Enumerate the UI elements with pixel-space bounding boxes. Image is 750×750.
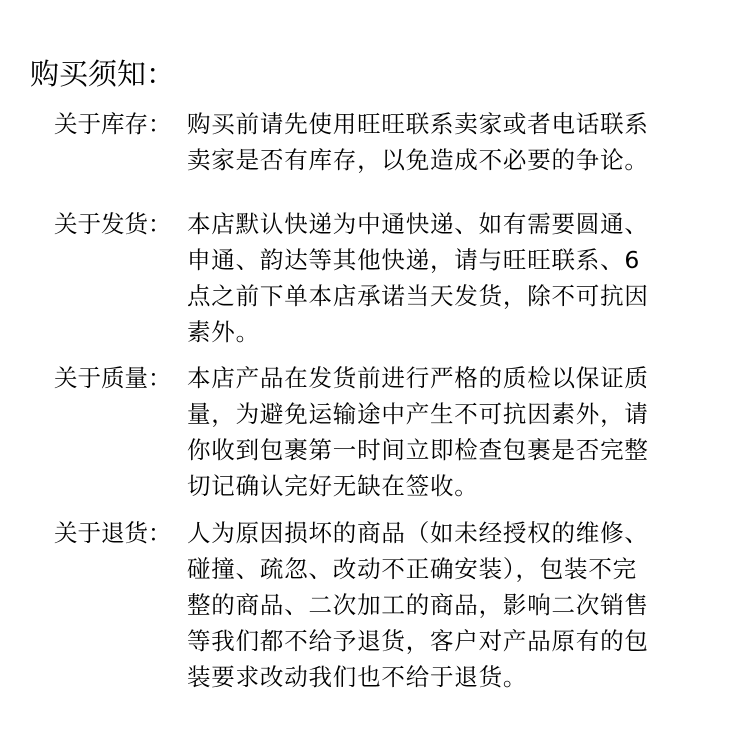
section-text-line: 装要求改动我们也不给于退货。 [187,663,528,691]
section-text-line: 卖家是否有库存，以免造成不必要的争论。 [187,146,649,174]
section-text-line: 等我们都不给予退货，客户对产品原有的包 [187,627,649,655]
section-text-line: 本店产品在发货前进行严格的质检以保证质 [187,364,649,392]
section-text-line: 切记确认完好无缺在签收。 [187,472,479,500]
section-text-line: 申通、韵达等其他快递，请与旺旺联系、6 [187,246,641,274]
section-text-line: 素外。 [187,318,260,346]
section-label-quality: 关于质量： [54,364,172,392]
section-text-line: 量，为避免运输途中产生不可抗因素外，请 [187,400,649,428]
section-text-line: 购买前请先使用旺旺联系卖家或者电话联系 [187,110,649,138]
section-text-line: 你收到包裹第一时间立即检查包裹是否完整 [187,436,649,464]
section-text-line: 整的商品、二次加工的商品，影响二次销售 [187,591,649,619]
section-text-line: 点之前下单本店承诺当天发货，除不可抗因 [187,282,649,310]
section-text-line: 人为原因损坏的商品（如未经授权的维修、 [187,519,649,547]
notice-title: 购买须知： [30,57,176,91]
section-label-shipping: 关于发货： [54,210,172,238]
section-text-line: 碰撞、疏忽、改动不正确安装），包装不完 [187,555,637,583]
section-text-line: 本店默认快递为中通快递、如有需要圆通、 [187,210,649,238]
section-label-stock: 关于库存： [54,110,172,138]
section-label-returns: 关于退货： [54,519,172,547]
